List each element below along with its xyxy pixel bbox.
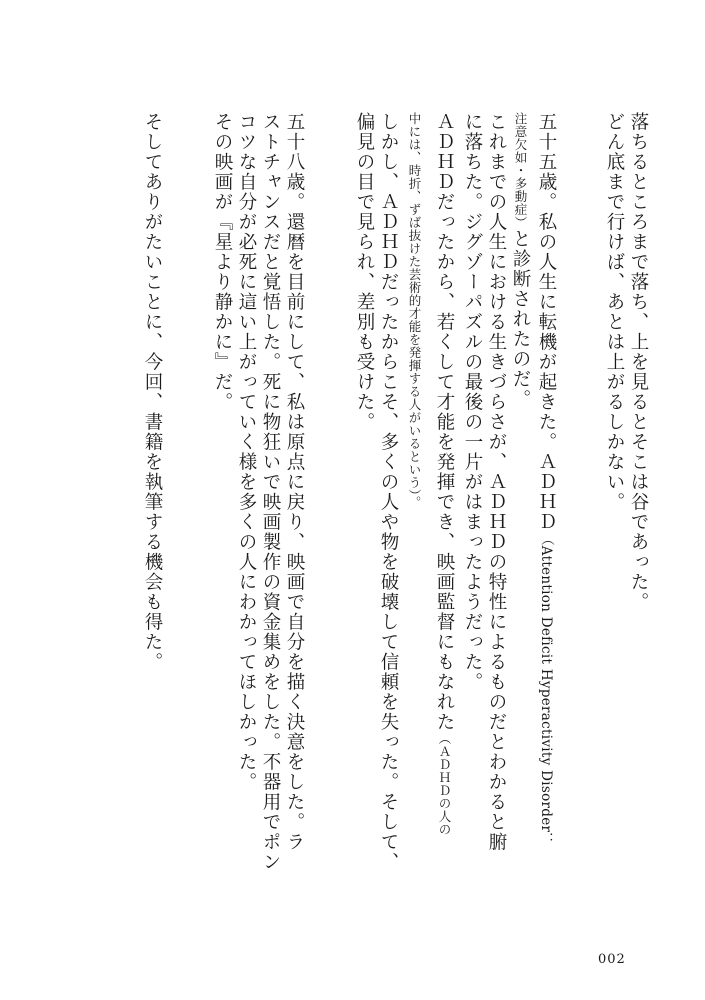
line-text: その映画が『星より静かに』だ。 — [212, 112, 233, 412]
line-annotation: 中には、時折、ずば抜けた芸術的才能を発揮する人がいるという）。 — [407, 112, 422, 509]
line-text: 五十五歳。私の人生に転機が起きた。ＡＤＨＤ — [536, 112, 557, 532]
line-text: ＡＤＨＤだったから、若くして才能を発揮でき、映画監督にもなれた — [434, 112, 455, 732]
line-annotation: （Attention Deficit Hyperactivity Disorder： — [538, 532, 554, 847]
line-annotation: （ＡＤＨＤの人の — [437, 732, 452, 836]
text-line-13 — [235, 112, 257, 792]
text-line-11 — [283, 112, 305, 852]
line-text: しかし、ＡＤＨＤだったからこそ、多くの人や物を破壊して信頼を失った。そして、 — [378, 112, 399, 872]
line-text: 五十八歳。還暦を目前にして、私は原点に戻り、映画で自分を描く決意をした。ラ — [284, 112, 305, 852]
line-text: に落ちた。ジグゾーパズルの最後の一片がはまったようだった。 — [462, 112, 483, 692]
text-line-8 — [403, 112, 425, 509]
line-text: そしてありがたいことに、今回、書籍を執筆する機会も得た。 — [142, 112, 163, 672]
text-line-4 — [509, 112, 531, 409]
line-text: ストチャンスだと覚悟した。死に物狂いで映画製作の資金集めをした。不器用でポン — [260, 112, 281, 872]
text-line-9 — [377, 112, 399, 872]
text-line-3 — [535, 112, 557, 846]
line-annotation: 注意欠如・多動症） — [513, 112, 528, 229]
line-text: これまでの人生における生きづらさが、ＡＤＨＤの特性によるものだとわかると腑 — [486, 112, 507, 852]
text-line-10 — [353, 112, 375, 432]
line-text: 落ちるところまで落ち、上を見るとそこは谷であった。 — [628, 112, 649, 612]
line-text: コツな自分が必死に這い上がっていく様を多くの人にわかってほしかった。 — [236, 112, 257, 792]
text-line-1 — [627, 112, 649, 612]
text-line-12 — [259, 112, 281, 872]
text-line-14 — [211, 112, 233, 412]
line-text: と診断されたのだ。 — [510, 229, 531, 409]
page-number: 002 — [598, 952, 626, 967]
text-line-15 — [141, 112, 163, 672]
text-line-6 — [461, 112, 483, 692]
text-line-5 — [485, 112, 507, 852]
line-text: 偏見の目で見られ、差別も受けた。 — [354, 112, 375, 432]
text-line-2 — [603, 112, 625, 512]
line-text: どん底まで行けば、あとは上がるしかない。 — [604, 112, 625, 512]
text-line-7 — [433, 112, 455, 836]
